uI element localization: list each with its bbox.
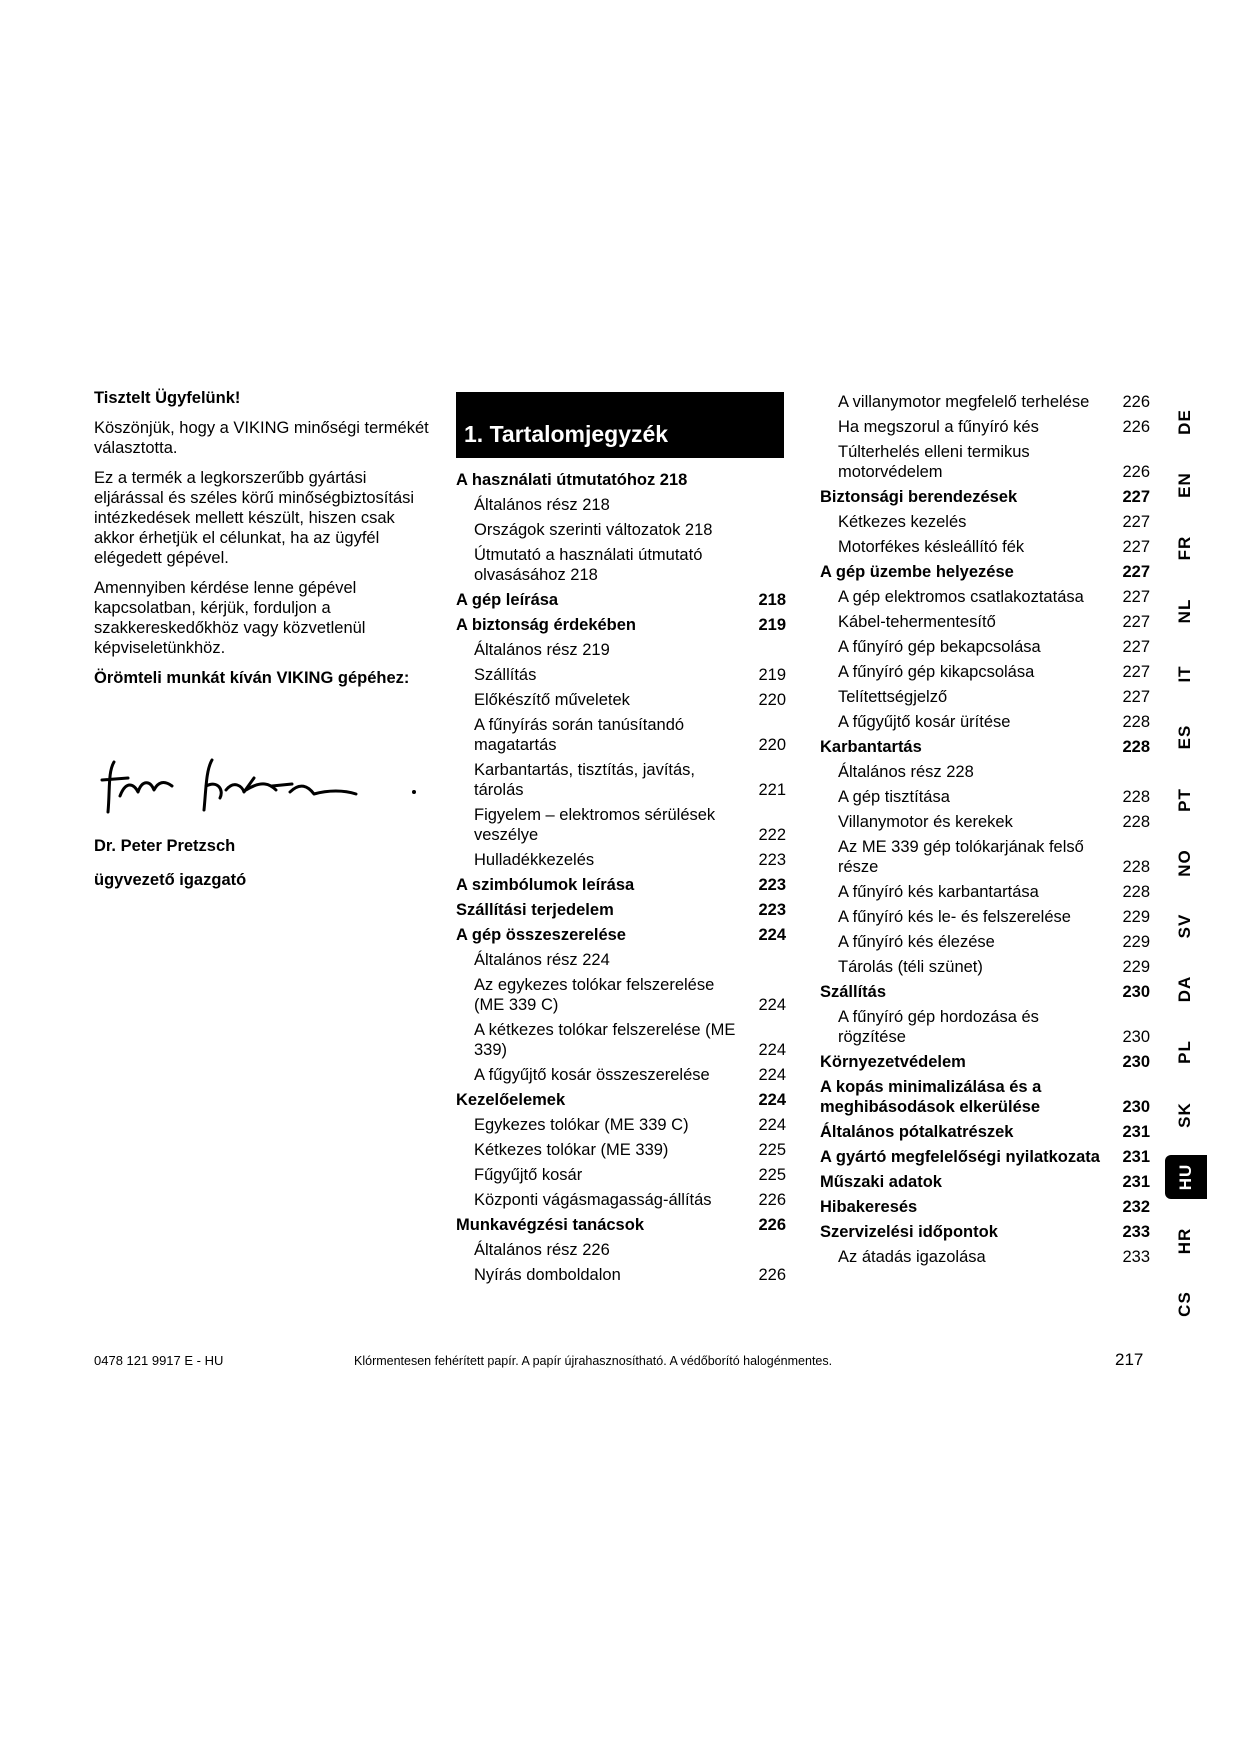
toc-entry-text: A szimbólumok leírása (456, 876, 635, 894)
language-tab-nl[interactable] (1165, 579, 1205, 642)
toc-title-bar (456, 392, 784, 458)
toc-subsection (820, 417, 1150, 437)
language-tab-sv[interactable] (1165, 894, 1205, 957)
language-tab-sk[interactable] (1165, 1083, 1205, 1146)
toc-entry-text: A gép elektromos csatlakoztatása (838, 588, 1084, 606)
toc-entry-text: Villanymotor és kerekek (838, 813, 1013, 831)
greeting: Tisztelt Ügyfelünk! (94, 389, 241, 407)
toc-section (820, 1077, 1150, 1117)
toc-entry-text: Általános rész 218 (474, 496, 610, 514)
language-tab-no[interactable] (1165, 831, 1205, 894)
toc-entry-page: 220 (758, 691, 786, 709)
toc-subsection (820, 537, 1150, 557)
toc-entry-page: 228 (1122, 738, 1150, 756)
language-tab-en[interactable] (1165, 453, 1205, 516)
toc-entry-page: 219 (758, 666, 786, 684)
toc-entry-page: 227 (1122, 488, 1150, 506)
language-tab-pl[interactable] (1165, 1020, 1205, 1083)
toc-entry-page: 233 (1122, 1223, 1150, 1241)
language-tab-label: IT (1175, 664, 1194, 683)
toc-section (820, 1172, 1150, 1192)
toc-subsection (820, 512, 1150, 532)
toc-entry-text: Az átadás igazolása (838, 1248, 986, 1266)
toc-entry-text: A fűnyírás során tanúsítandó magatartás (474, 716, 685, 754)
toc-entry-page: 227 (1122, 663, 1150, 681)
toc-subsection (820, 762, 1150, 782)
toc-subsection (456, 1140, 786, 1160)
toc-section (456, 875, 786, 895)
toc-subsection (456, 1020, 786, 1060)
toc-entry-page: 224 (758, 1066, 786, 1084)
toc-entry-text: Központi vágásmagasság-állítás (474, 1191, 712, 1209)
toc-entry-text: Kétkezes kezelés (838, 513, 967, 531)
toc-section (820, 1052, 1150, 1072)
toc-entry-text: Szervizelési időpontok (820, 1223, 998, 1241)
document-code: 0478 121 9917 E - HU (94, 1353, 224, 1368)
language-tab-pt[interactable] (1165, 768, 1205, 831)
toc-subsection (820, 907, 1150, 927)
toc-entry-page: 224 (758, 926, 786, 944)
toc-title: 1. Tartalomjegyzék (464, 421, 669, 447)
toc-entry-page: 227 (1122, 563, 1150, 581)
toc-entry-page: 230 (1122, 1098, 1150, 1116)
toc-entry-page: 224 (758, 1091, 786, 1109)
toc-subsection (456, 1240, 786, 1260)
toc-entry-page: 227 (1122, 513, 1150, 531)
toc-subsection (820, 587, 1150, 607)
toc-subsection (820, 882, 1150, 902)
toc-entry-page: 229 (1122, 933, 1150, 951)
toc-entry-page: 227 (1122, 538, 1150, 556)
toc-section (820, 487, 1150, 507)
toc-entry-page: 229 (1122, 908, 1150, 926)
language-tab-hr[interactable] (1165, 1209, 1205, 1272)
toc-subsection (456, 850, 786, 870)
toc-section (820, 1197, 1150, 1217)
toc-entry-page: 231 (1122, 1173, 1150, 1191)
language-tab-label: PT (1175, 787, 1194, 812)
toc-subsection (820, 812, 1150, 832)
toc-entry-text: Munkavégzési tanácsok (456, 1216, 644, 1234)
toc-entry-text: A fűnyíró gép bekapcsolása (838, 638, 1041, 656)
toc-subsection (456, 545, 786, 585)
toc-subsection (820, 392, 1150, 412)
intro-paragraph-2: Ez a termék a legkorszerűbb gyártási eljárással és széles körű minőségbiztosítási intézkedések mellett készült, hiszen csak akkor érhetjük el célunkat, ha az ügyfél elégedett gépével. (94, 469, 415, 567)
toc-section (456, 470, 786, 490)
toc-section (456, 615, 786, 635)
toc-entry-text: Környezetvédelem (820, 1053, 966, 1071)
toc-entry-page: 226 (758, 1191, 786, 1209)
toc-entry-page: 221 (758, 781, 786, 799)
toc-subsection (456, 690, 786, 710)
toc-entry-text: A fűnyíró kés le- és felszerelése (838, 908, 1071, 926)
toc-entry-page: 230 (1122, 1053, 1150, 1071)
toc-entry-text: Egykezes tolókar (ME 339 C) (474, 1116, 689, 1134)
language-tab-fr[interactable] (1165, 516, 1205, 579)
toc-entry-text: Kábel-tehermentesítő (838, 613, 996, 631)
toc-entry-text: A fűnyíró kés élezése (838, 933, 995, 951)
toc-entry-text: Karbantartás (820, 738, 922, 756)
toc-subsection (820, 787, 1150, 807)
toc-entry-text: Műszaki adatok (820, 1173, 942, 1191)
toc-subsection (456, 760, 786, 800)
toc-entry-page: 220 (758, 736, 786, 754)
toc-entry-page: 232 (1122, 1198, 1150, 1216)
toc-entry-page: 228 (1122, 813, 1150, 831)
toc-subsection (820, 1247, 1150, 1267)
toc-entry-text: Telítettségjelző (838, 688, 948, 706)
toc-subsection (456, 950, 786, 970)
toc-subsection (820, 612, 1150, 632)
toc-entry-text: Szállítás (820, 983, 887, 1001)
toc-entry-text: A biztonság érdekében (456, 616, 637, 634)
toc-section (820, 982, 1150, 1002)
language-tab-hu[interactable] (1165, 1155, 1207, 1199)
toc-entry-text: Előkészítő műveletek (474, 691, 630, 709)
toc-entry-text: A gép összeszerelése (456, 926, 626, 944)
toc-entry-page: 225 (758, 1166, 786, 1184)
toc-entry-page: 219 (758, 616, 786, 634)
toc-entry-text: A fűnyíró gép hordozása és rögzítése (838, 1008, 1039, 1046)
toc-entry-text: A fűnyíró gép kikapcsolása (838, 663, 1035, 681)
intro-section (94, 388, 430, 698)
toc-entry-page: 228 (1122, 713, 1150, 731)
language-tab-label: NL (1175, 598, 1194, 623)
toc-entry-page: 224 (758, 1041, 786, 1059)
toc-entry-text: Figyelem – elektromos sérülések veszélye (474, 806, 716, 844)
toc-entry-page: 233 (1122, 1248, 1150, 1266)
toc-subsection (820, 442, 1150, 482)
toc-entry-text: A gép üzembe helyezése (820, 563, 1014, 581)
toc-entry-text: Általános rész 226 (474, 1241, 610, 1259)
toc-subsection (820, 637, 1150, 657)
toc-entry-text: Biztonsági berendezések (820, 488, 1018, 506)
language-tab-label: DE (1175, 408, 1194, 435)
language-tab-es[interactable] (1165, 705, 1205, 768)
toc-entry-page: 223 (758, 876, 786, 894)
toc-entry-text: Kétkezes tolókar (ME 339) (474, 1141, 669, 1159)
toc-entry-page: 231 (1122, 1123, 1150, 1141)
toc-entry-text: Az ME 339 gép tolókarjának felső része (838, 838, 1084, 876)
toc-entry-text: A használati útmutatóhoz 218 (456, 471, 688, 489)
toc-entry-text: Fűgyűjtő kosár (474, 1166, 583, 1184)
toc-entry-text: Általános rész 224 (474, 951, 610, 969)
language-tab-label: SK (1175, 1101, 1194, 1128)
toc-section (820, 1122, 1150, 1142)
toc-subsection (456, 1165, 786, 1185)
toc-subsection (456, 1265, 786, 1285)
language-tab-label: HU (1176, 1163, 1195, 1191)
toc-entry-text: A fűgyűjtő kosár összeszerelése (474, 1066, 710, 1084)
language-tab-label: NO (1175, 848, 1194, 877)
toc-entry-page: 224 (758, 1116, 786, 1134)
toc-subsection (456, 520, 786, 540)
toc-entry-page: 228 (1122, 788, 1150, 806)
toc-entry-text: Általános rész 228 (838, 763, 974, 781)
toc-entry-text: A kétkezes tolókar felszerelése (ME 339) (474, 1021, 736, 1059)
toc-subsection (456, 1190, 786, 1210)
toc-entry-page: 224 (758, 996, 786, 1014)
signer-title: ügyvezető igazgató (94, 871, 247, 889)
toc-section (456, 1090, 786, 1110)
toc-entry-page: 223 (758, 851, 786, 869)
language-tab-de[interactable] (1165, 390, 1205, 453)
toc-entry-page: 227 (1122, 613, 1150, 631)
toc-entry-text: Hulladékkezelés (474, 851, 595, 869)
toc-entry-text: Túlterhelés elleni termikus motorvédelem (838, 443, 1030, 481)
toc-entry-page: 226 (758, 1216, 786, 1234)
toc-entry-text: Tárolás (téli szünet) (838, 958, 983, 976)
toc-entry-page: 218 (758, 591, 786, 609)
paper-note: Klórmentesen fehérített papír. A papír újrahasznosítható. A védőborító halogénmentes. (354, 1354, 833, 1368)
toc-subsection (456, 665, 786, 685)
toc-entry-text: A villanymotor megfelelő terhelése (838, 393, 1090, 411)
toc-entry-text: A gyártó megfelelőségi nyilatkozata (820, 1148, 1100, 1166)
toc-entry-text: Ha megszorul a fűnyíró kés (838, 418, 1039, 436)
toc-entry-page: 227 (1122, 688, 1150, 706)
toc-entry-page: 231 (1122, 1148, 1150, 1166)
toc-entry-page: 225 (758, 1141, 786, 1159)
toc-subsection (820, 957, 1150, 977)
toc-section (456, 900, 786, 920)
toc-entry-text: Hibakeresés (820, 1198, 918, 1216)
language-tab-cs[interactable] (1165, 1272, 1205, 1335)
language-tab-label: PL (1175, 1039, 1194, 1064)
language-tab-it[interactable] (1165, 642, 1205, 705)
toc-section (456, 925, 786, 945)
signer-block (94, 836, 246, 904)
toc-subsection (456, 805, 786, 845)
toc-entry-page: 227 (1122, 638, 1150, 656)
language-tab-label: HR (1175, 1227, 1194, 1254)
toc-entry-text: A fűnyíró kés karbantartása (838, 883, 1039, 901)
closing-line: Örömteli munkát kíván VIKING gépéhez: (94, 669, 410, 687)
language-tab-da[interactable] (1165, 957, 1205, 1020)
toc-entry-text: A fűgyűjtő kosár ürítése (838, 713, 1011, 731)
language-tab-label: CS (1175, 1290, 1194, 1317)
toc-entry-page: 230 (1122, 1028, 1150, 1046)
toc-section (456, 590, 786, 610)
language-tabs (1165, 390, 1205, 1335)
toc-subsection (820, 837, 1150, 877)
signature-icon (94, 750, 434, 820)
toc-entry-page: 223 (758, 901, 786, 919)
toc-subsection (456, 495, 786, 515)
toc-entry-page: 226 (1122, 418, 1150, 436)
toc-entry-page: 226 (1122, 393, 1150, 411)
intro-paragraph-3: Amennyiben kérdése lenne gépével kapcsolatban, kérjük, forduljon a szakkereskedőkhöz vagy közvetlenül képviseletünkhöz. (94, 579, 366, 657)
toc-entry-text: Nyírás domboldalon (474, 1266, 621, 1284)
toc-entry-page: 228 (1122, 858, 1150, 876)
toc-entry-text: Kezelőelemek (456, 1091, 566, 1109)
toc-entry-text: A gép leírása (456, 591, 559, 609)
toc-entry-text: Szállítási terjedelem (456, 901, 614, 919)
toc-entry-page: 230 (1122, 983, 1150, 1001)
toc-subsection (820, 1007, 1150, 1047)
toc-subsection (456, 1115, 786, 1135)
toc-section (820, 1222, 1150, 1242)
toc-entry-page: 227 (1122, 588, 1150, 606)
toc-subsection (820, 932, 1150, 952)
language-tab-label: SV (1175, 913, 1194, 938)
toc-entry-page: 229 (1122, 958, 1150, 976)
language-tab-label: EN (1175, 471, 1194, 498)
toc-subsection (456, 640, 786, 660)
toc-entry-page: 226 (758, 1266, 786, 1284)
toc-section (820, 1147, 1150, 1167)
toc-subsection (456, 975, 786, 1015)
language-tab-label: DA (1175, 975, 1194, 1002)
toc-entry-text: Motorfékes késleállító fék (838, 538, 1025, 556)
toc-entry-text: Országok szerinti változatok 218 (474, 521, 713, 539)
toc-section (820, 562, 1150, 582)
toc-subsection (820, 712, 1150, 732)
toc-entry-text: Általános pótalkatrészek (820, 1123, 1014, 1141)
signer-name: Dr. Peter Pretzsch (94, 837, 236, 855)
toc-entry-text: A gép tisztítása (838, 788, 950, 806)
toc-entry-text: A kopás minimalizálása és a meghibásodások elkerülése (820, 1078, 1042, 1116)
toc-subsection (456, 1065, 786, 1085)
toc-subsection (456, 715, 786, 755)
toc-subsection (820, 662, 1150, 682)
toc-entry-text: Az egykezes tolókar felszerelése (ME 339 C) (474, 976, 715, 1014)
page-number: 217 (1115, 1350, 1144, 1369)
toc-middle-column (456, 470, 786, 1290)
toc-right-column (820, 392, 1150, 1272)
toc-subsection (820, 687, 1150, 707)
language-tab-label: ES (1175, 724, 1194, 749)
language-tab-label: FR (1175, 535, 1194, 560)
toc-entry-text: Karbantartás, tisztítás, javítás, tárolás (474, 761, 696, 799)
toc-section (820, 737, 1150, 757)
toc-entry-page: 222 (758, 826, 786, 844)
toc-entry-page: 226 (1122, 463, 1150, 481)
intro-paragraph-1: Köszönjük, hogy a VIKING minőségi termékét választotta. (94, 419, 429, 457)
toc-section (456, 1215, 786, 1235)
toc-entry-text: Szállítás (474, 666, 537, 684)
toc-entry-page: 228 (1122, 883, 1150, 901)
toc-entry-text: Útmutató a használati útmutató olvasásához 218 (474, 546, 703, 584)
toc-entry-text: Általános rész 219 (474, 641, 610, 659)
